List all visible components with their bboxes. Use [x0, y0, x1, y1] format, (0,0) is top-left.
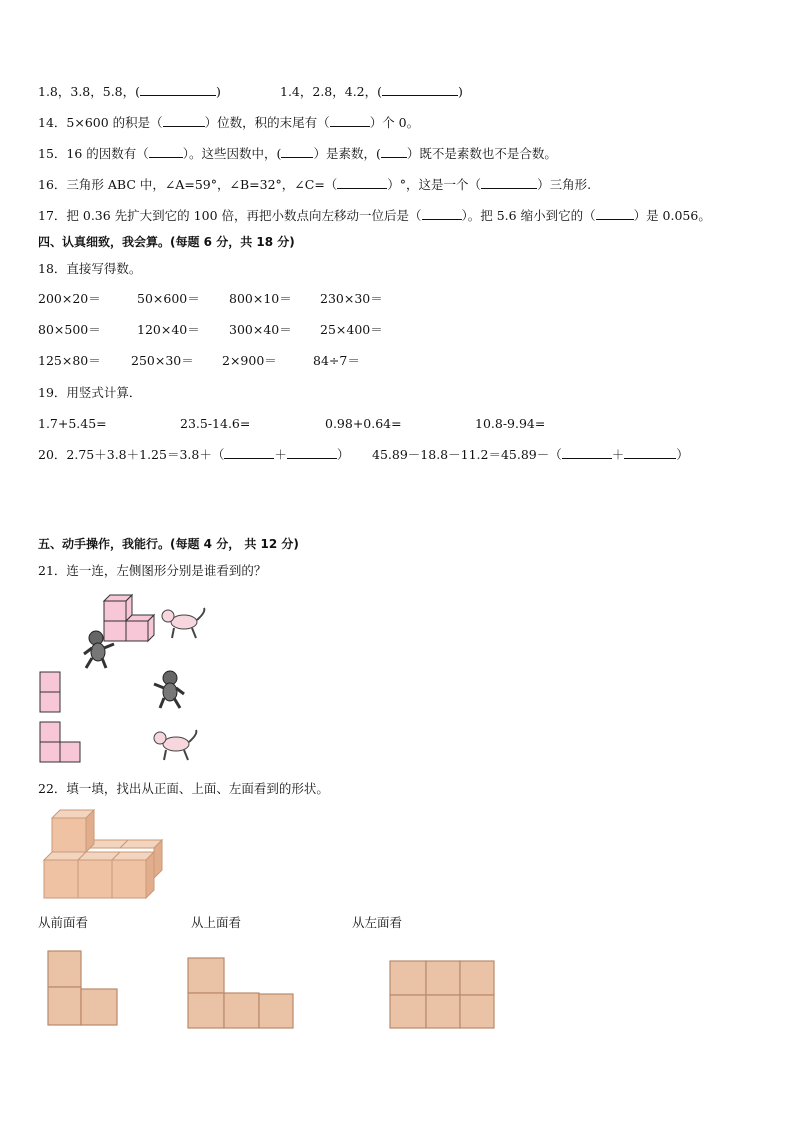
- q15-text-d: ）既不是素数也不是合数。: [406, 146, 557, 161]
- answer-blank[interactable]: [422, 208, 462, 220]
- view-shape-l[interactable]: [39, 721, 83, 765]
- question-20b: [372, 447, 689, 463]
- q18-item: 120×40＝: [137, 322, 200, 337]
- q13-seq1: [38, 84, 221, 100]
- question-17: [38, 208, 711, 224]
- question-14: [38, 115, 419, 131]
- q15-text-c: ）是素数，(: [313, 146, 381, 161]
- q17-text-b: ）。把 5.6 缩小到它的（: [461, 208, 596, 223]
- answer-blank[interactable]: [163, 115, 205, 127]
- monkey-icon: [82, 630, 116, 670]
- q15-text-a: 15．16 的因数有（: [38, 146, 149, 161]
- q16-text-b: ）°，这是一个（: [387, 177, 482, 192]
- answer-blank[interactable]: [562, 447, 612, 459]
- q19-item: 1.7+5.45=: [38, 416, 107, 431]
- q18-item: 25×400＝: [320, 322, 383, 337]
- answer-blank[interactable]: [481, 177, 537, 189]
- q16-text-c: ）三角形.: [537, 177, 592, 192]
- q14-text-c: ）个 0。: [369, 115, 420, 130]
- plus-sign: ＋: [611, 447, 625, 462]
- q14-text-a: 14．5×600 的积是（: [38, 115, 163, 130]
- left-view-shape[interactable]: [389, 960, 497, 1030]
- label-left-view: 从左面看: [352, 915, 403, 930]
- q18-title: 18．直接写得数。: [38, 261, 142, 276]
- q13-seq2-text: 1.4，2.8，4.2，(: [280, 84, 383, 99]
- answer-blank[interactable]: [140, 84, 216, 96]
- q18-item: 300×40＝: [229, 322, 292, 337]
- answer-blank[interactable]: [382, 84, 458, 96]
- paren-close: ）: [336, 447, 350, 462]
- q14-text-b: ）位数，积的末尾有（: [204, 115, 330, 130]
- section-4-heading: 四、认真细致，我会算。(每题 6 分，共 18 分): [38, 235, 295, 249]
- q15-text-b: ）。这些因数中，(: [182, 146, 282, 161]
- q18-item: 250×30＝: [131, 353, 194, 368]
- q18-item: 50×600＝: [137, 291, 200, 306]
- q13-seq1-text: 1.8，3.8，5.8，(: [38, 84, 141, 99]
- answer-blank[interactable]: [337, 177, 387, 189]
- top-view-shape[interactable]: [187, 957, 295, 1031]
- q16-text-a: 16．三角形 ABC 中，∠A=59°，∠B=32°，∠C=（: [38, 177, 338, 192]
- answer-blank[interactable]: [224, 447, 274, 459]
- answer-blank[interactable]: [330, 115, 370, 127]
- answer-blank[interactable]: [596, 208, 634, 220]
- plus-sign: ＋: [274, 447, 287, 462]
- front-view-shape[interactable]: [47, 950, 119, 1028]
- q22-title: 22．填一填，找出从正面、上面、左面看到的形状。: [38, 781, 329, 796]
- answer-blank[interactable]: [149, 146, 183, 158]
- label-front-view: 从前面看: [38, 915, 89, 930]
- q19-item: 0.98+0.64=: [325, 416, 402, 431]
- dog-icon: [160, 606, 208, 640]
- question-16: [38, 177, 591, 193]
- q18-item: 230×30＝: [320, 291, 383, 306]
- paren-close: ）: [676, 447, 689, 462]
- q17-text-a: 17．把 0.36 先扩大到它的 100 倍，再把小数点向左移动一位后是（: [38, 208, 422, 223]
- label-top-view: 从上面看: [191, 915, 242, 930]
- q21-title: 21．连一连，左侧图形分别是谁看到的？: [38, 563, 267, 578]
- q18-item: 125×80＝: [38, 353, 101, 368]
- q19-item: 10.8-9.94=: [475, 416, 546, 431]
- monkey-icon[interactable]: [152, 670, 186, 710]
- question-20a: [38, 447, 349, 463]
- answer-blank[interactable]: [624, 447, 676, 459]
- q19-item: 23.5-14.6=: [180, 416, 251, 431]
- answer-blank[interactable]: [381, 146, 407, 158]
- view-shape-vertical[interactable]: [39, 671, 63, 715]
- q18-item: 2×900＝: [222, 353, 277, 368]
- q17-text-c: ）是 0.056。: [633, 208, 711, 223]
- dog-icon[interactable]: [152, 728, 200, 762]
- paren-close: ): [216, 84, 221, 99]
- cube-arrangement: [44, 808, 174, 902]
- q18-item: 800×10＝: [229, 291, 292, 306]
- q19-title: 19．用竖式计算．: [38, 385, 142, 400]
- paren-close: ): [458, 84, 463, 99]
- q18-item: 80×500＝: [38, 322, 101, 337]
- answer-blank[interactable]: [287, 447, 337, 459]
- q13-seq2: [280, 84, 463, 100]
- q18-item: 200×20＝: [38, 291, 101, 306]
- q18-item: 84÷7＝: [313, 353, 360, 368]
- question-15: [38, 146, 557, 162]
- q20-text-a: 20．2.75＋3.8＋1.25＝3.8＋（: [38, 447, 225, 462]
- answer-blank[interactable]: [281, 146, 313, 158]
- q20-text-b: 45.89－18.8－11.2＝45.89－（: [372, 447, 562, 462]
- section-5-heading: 五、动手操作，我能行。(每题 4 分， 共 12 分): [38, 537, 299, 551]
